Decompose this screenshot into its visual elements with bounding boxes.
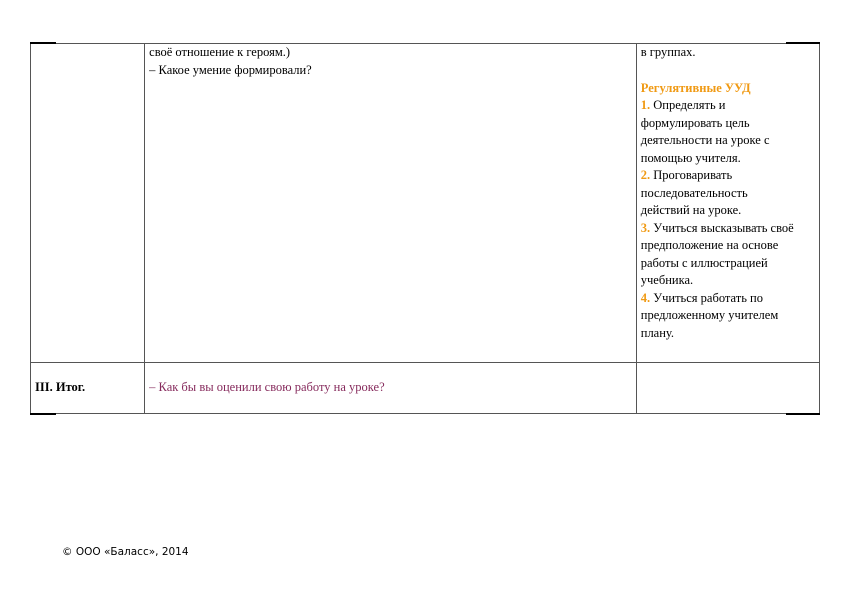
uud-item-text: предположение на основе bbox=[640, 238, 779, 252]
table-corner-mark bbox=[30, 42, 56, 44]
uud-item bbox=[641, 97, 815, 115]
uud-item-text: помощью учителя. bbox=[640, 150, 741, 165]
uud-item-text: Определять и bbox=[653, 98, 726, 112]
content-cell bbox=[145, 44, 637, 363]
uud-item bbox=[641, 290, 815, 308]
content-line: своё отношение к героям.) bbox=[149, 45, 291, 59]
uud-item-text: предложенному учителем bbox=[640, 308, 779, 322]
uud-item-text: плану. bbox=[640, 325, 675, 340]
stage-cell bbox=[31, 44, 145, 363]
uud-item-text: формулировать цель bbox=[640, 115, 750, 130]
uud-item-text: Проговаривать bbox=[653, 168, 733, 182]
table-row bbox=[31, 44, 820, 363]
table-corner-mark bbox=[30, 413, 56, 415]
table-corner-mark bbox=[786, 413, 820, 415]
lesson-table bbox=[30, 43, 820, 414]
uud-item-number: 4. bbox=[640, 290, 651, 305]
uud-item-text: Учиться работать по bbox=[653, 290, 763, 305]
uud-item-text: действий на уроке. bbox=[640, 203, 742, 217]
table-corner-mark bbox=[786, 42, 820, 44]
uud-title: Регулятивные УУД bbox=[640, 80, 751, 95]
uud-item bbox=[641, 167, 815, 185]
stage-cell: III. Итог. bbox=[31, 363, 145, 414]
uud-item-number: 1. bbox=[640, 98, 651, 112]
uud-cell bbox=[636, 363, 819, 414]
uud-item-text: последовательность bbox=[640, 185, 748, 200]
question-cell: – Как бы вы оценили свою работу на уроке? bbox=[145, 363, 637, 414]
uud-item-text: деятельности на уроке с bbox=[640, 133, 770, 147]
uud-cell bbox=[636, 44, 819, 363]
uud-item-text: учебника. bbox=[640, 273, 694, 287]
uud-top-text: в группах. bbox=[640, 45, 696, 59]
table-row bbox=[31, 363, 820, 414]
uud-item-number: 2. bbox=[640, 168, 651, 182]
uud-item bbox=[641, 220, 815, 238]
content-line: – Какое умение формировали? bbox=[149, 62, 312, 77]
uud-item-number: 3. bbox=[640, 220, 651, 235]
uud-item-text: Учиться высказывать своё bbox=[653, 220, 794, 235]
copyright-footer: © ООО «Баласс», 2014 bbox=[62, 546, 189, 558]
uud-item-text: работы с иллюстрацией bbox=[640, 255, 768, 270]
